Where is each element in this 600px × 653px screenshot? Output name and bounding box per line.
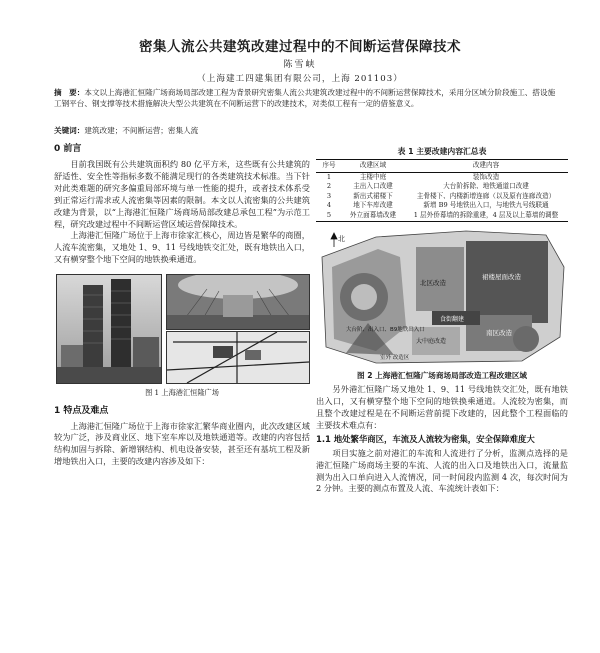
figure-1-photo-site-map bbox=[166, 331, 310, 384]
section-0-paragraph-1: 目前我国既有公共建筑面积约 80 亿平方米，这些既有公共建筑的舒适性、安全性等指标多数不能满足现行的各类建筑技术标准。当下针对此类难题的研究多偏重局部环境与单一性能的提升，或者技术体系受到正常运行需求或人流密集等因素的限制。本文以人流密集的公共建筑改建为背景，以“上海港汇恒隆广场商场局部改建总承包工程”为示范工程，研究改建过程中不间断运营区域运营保障技术。 bbox=[54, 159, 310, 229]
fig2-label-food-court: 食街翻建 bbox=[440, 315, 465, 323]
table-row bbox=[316, 201, 568, 211]
fig2-label-north: 北 bbox=[338, 234, 345, 243]
section-0-paragraph-2: 上海港汇恒隆广场位于上海市徐家汇核心，周边皆是繁华的商圈，人流车流密集，又地处 1、9、11 号线地铁交汇处，既有地铁出入口，又有横穿整个地下空间的地铁换乘通道。 bbox=[54, 230, 310, 265]
table-cell: 主出入口改建 bbox=[353, 182, 393, 191]
section-1-1-heading: 1.1 地处繁华商区，车流及人流较为密集，安全保障难度大 bbox=[316, 434, 535, 445]
table-header-row bbox=[316, 160, 568, 173]
table-cell: 地下车库改建 bbox=[353, 201, 393, 210]
keywords-label: 关键词： bbox=[54, 126, 85, 135]
table-header-cell: 改建内容 bbox=[404, 160, 568, 173]
table-cell: 新出式裙楼下 bbox=[353, 191, 393, 200]
section-0-heading: 0 前言 bbox=[54, 144, 82, 154]
fig2-label-north-zone: 北区改造 bbox=[420, 278, 446, 287]
keywords-text: 建筑改建；不间断运营；密集人流 bbox=[84, 126, 199, 135]
table-cell: 3 bbox=[326, 191, 332, 200]
table-cell: 外立面幕墙改建 bbox=[342, 211, 404, 221]
keywords bbox=[54, 125, 562, 136]
paper-title: 密集人流公共建筑改建过程中的不间断运营保障技术 bbox=[139, 39, 461, 55]
figure-2-caption: 图 2 上海港汇恒隆广场商场局部改造工程改建区域 bbox=[356, 371, 528, 381]
table-row bbox=[316, 182, 568, 192]
table-cell: 1 bbox=[326, 172, 332, 181]
figure-1 bbox=[54, 274, 310, 384]
table-cell: 新增 B9 号地铁出入口，与地铁九号线联通 bbox=[423, 201, 549, 210]
fig2-label-outdoor: 室外 改造区 bbox=[380, 354, 410, 361]
table-cell: 主骨楼下、内楼新增连廊（以及原有连廊改造） bbox=[416, 191, 556, 200]
table-cell: 大台阶拆除、地铁通道口改建 bbox=[443, 182, 529, 191]
section-1-paragraph-2: 另外港汇恒隆广场又地处 1、9、11 号线地铁交汇处，既有地铁出入口，又有横穿整个地下空间的地铁换乘通道。人流较为密集，而且整个改建过程是在不间断运营前提下改建的，因此整个工程面临的主要技术难点有： bbox=[316, 384, 568, 431]
section-1-paragraph-1: 上海港汇恒隆广场位于上海市徐家汇繁华商业圈内，此次改建区域较为广泛，涉及商业区、地下室车库以及地铁通道等。改建的内容包括结构加固与拆除、新增钢结构、机电设备安装，甚至还有基坑工程及新增地铁出入口，主要的改建内容涉及如下： bbox=[54, 420, 310, 467]
figure-2-site-plan bbox=[316, 227, 568, 365]
figure-1-photo-atrium bbox=[166, 274, 310, 330]
abstract bbox=[54, 87, 562, 110]
fig2-label-atrium: 大中庭改造 bbox=[416, 337, 447, 345]
right-column bbox=[316, 143, 568, 495]
table-cell: 5 bbox=[316, 211, 342, 221]
table-cell: 1 层外侨幕墙的拆除重建，4 层及以上幕墙的调整 bbox=[404, 211, 568, 221]
table-cell: 4 bbox=[326, 201, 332, 210]
table-cell: 装饰改造 bbox=[472, 172, 500, 181]
table-row bbox=[316, 211, 568, 221]
table-1 bbox=[316, 159, 568, 221]
abstract-label: 摘 要： bbox=[54, 88, 85, 97]
section-1-1-paragraph: 项目实施之前对港汇的车流和人流进行了分析，监测点选择的是港汇恒隆广场商场主要的车流、人流的出入口及地铁出入口，流量监测为出入口单向进入人流情况，同一时间段内监测 4 次，每次时间为 2 分钟。主要的测点布置及人流、车流统计表如下： bbox=[316, 447, 568, 494]
left-column bbox=[54, 143, 310, 468]
table-row bbox=[316, 172, 568, 182]
table-header-cell: 序号 bbox=[316, 160, 342, 173]
table-1-title: 表 1 主要改建内容汇总表 bbox=[397, 147, 487, 156]
fig2-label-entrance: 大台阶、出入口、B9地铁出入口 bbox=[346, 326, 425, 333]
author: 陈雪峡 bbox=[283, 60, 317, 70]
section-1-heading: 1 特点及难点 bbox=[54, 405, 109, 416]
abstract-text: 本文以上海港汇恒隆广场商场局部改建工程为背景研究密集人流公共建筑改建过程中的不间断运营保障技术，采用分区域分阶段施工、搭设施工钢平台、钢支撑等技术措施解决大型公共建筑在不间断运营下的改建技术，对类似工程有一定的借鉴意义。 bbox=[54, 88, 556, 109]
table-header-cell: 改建区域 bbox=[342, 160, 404, 173]
table-cell: 2 bbox=[326, 182, 332, 191]
figure-1-photo-towers bbox=[56, 274, 162, 384]
fig2-label-south-zone: 南区改造 bbox=[486, 328, 512, 337]
figure-1-caption: 图 1 上海港汇恒隆广场 bbox=[145, 388, 219, 398]
fig2-label-podium: 裙楼屋面改造 bbox=[482, 272, 521, 281]
affiliation: （上海建工四建集团有限公司，上海 201103） bbox=[197, 74, 403, 84]
table-cell: 主楼中庭 bbox=[359, 172, 387, 181]
